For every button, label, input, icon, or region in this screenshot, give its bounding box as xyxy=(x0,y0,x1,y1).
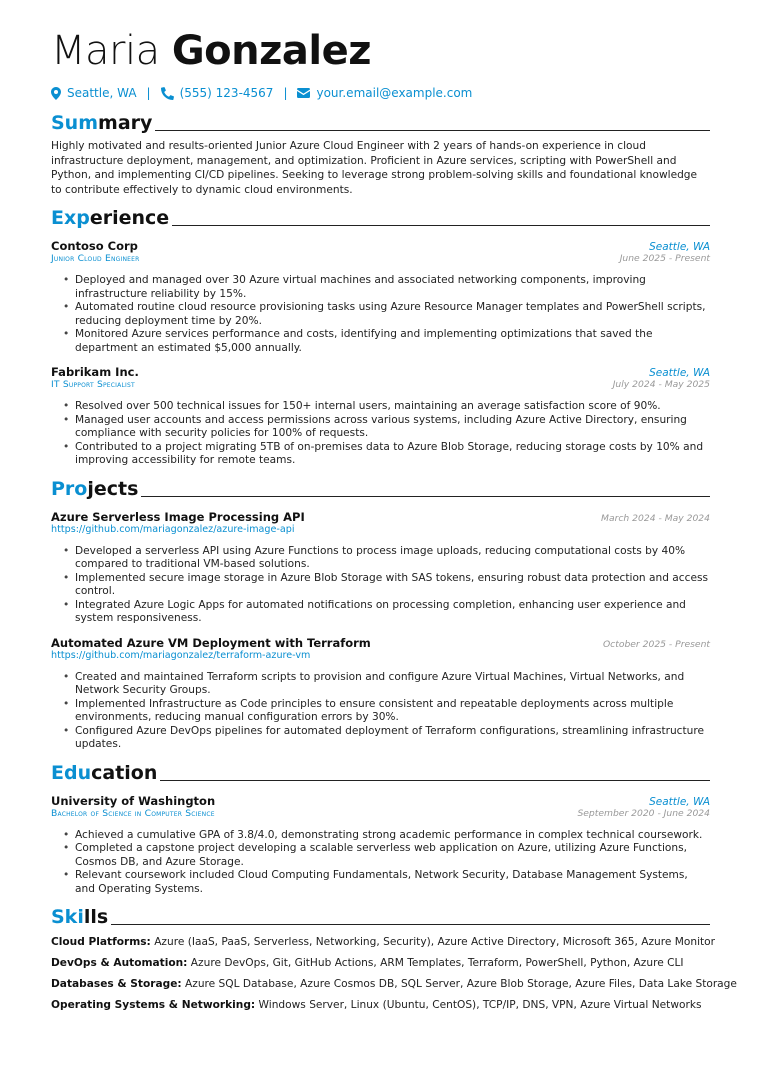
last-name: Gonzalez xyxy=(171,28,371,74)
phone-text: (555) 123-4567 xyxy=(179,86,274,100)
bullet-item: • Developed a serverless API using Azure Functions to process image uploads, reducing computational costs by 40% compared to traditional VM-based solutions. xyxy=(75,545,710,572)
skill-label: DevOps & Automation: xyxy=(51,957,188,969)
bullet-list xyxy=(51,274,710,355)
section-title-rest: lls xyxy=(83,906,109,928)
section-divider xyxy=(141,496,710,497)
project-title: Automated Azure VM Deployment with Terraform xyxy=(51,635,371,650)
section-experience-header xyxy=(51,205,710,229)
envelope-icon xyxy=(297,88,310,98)
job-dates: July 2024 - May 2025 xyxy=(612,379,710,390)
bullet-list xyxy=(51,400,710,468)
summary-text: Highly motivated and results-oriented Junior Azure Cloud Engineer with 2 years of hands-on experience in cloud infrastructure deployment, management, and optimization. Proficient in Azure services, scripting with PowerShell and Python, and implementing CI/CD pipelines. Seeking to leverage strong problem-solving skills and foundational knowledge to contribute effectively to dynamic cloud environments. xyxy=(51,140,698,196)
section-divider xyxy=(155,130,710,131)
bullet-item: • Implemented Infrastructure as Code principles to ensure consistent and repeatable deployments across multiple environments, reducing manual configuration errors by 30%. xyxy=(75,698,710,725)
phone-icon xyxy=(161,87,174,100)
company-name: Fabrikam Inc. xyxy=(51,365,139,379)
section-projects-header xyxy=(51,476,710,500)
section-title-rest: jects xyxy=(87,477,139,500)
section-title xyxy=(51,478,138,500)
bullet-item: • Completed a capstone project developing a scalable serverless web application on Azure, utilizing Azure Functions, Cosmos DB, and Azure Storage. xyxy=(75,842,710,869)
company-name: Contoso Corp xyxy=(51,239,138,253)
section-title xyxy=(51,112,152,134)
section-skills-header xyxy=(51,904,710,928)
section-education-header xyxy=(51,760,710,784)
skill-label: Operating Systems & Networking: xyxy=(51,999,256,1011)
bullet-item: • Relevant coursework included Cloud Computing Fundamentals, Network Security, Database Management Systems, and Operating Systems. xyxy=(75,869,710,896)
bullet-list xyxy=(51,545,710,626)
project-entry xyxy=(51,510,710,626)
location-text: Seattle, WA xyxy=(67,86,137,100)
project-entry xyxy=(51,636,710,752)
bullet-item: • Implemented secure image storage in Azure Blob Storage with SAS tokens, ensuring robust data protection and access control. xyxy=(75,572,710,599)
job-role: IT Support Specialist xyxy=(51,379,135,390)
school-location: Seattle, WA xyxy=(649,795,710,808)
bullet-item: • Achieved a cumulative GPA of 3.8/4.0, demonstrating strong academic performance in complex technical coursework. xyxy=(75,829,710,843)
skill-row xyxy=(51,977,737,991)
job-location: Seattle, WA xyxy=(649,241,710,253)
skill-value: Azure (IaaS, PaaS, Serverless, Networking, Security), Azure Active Directory, Microsoft 365, Azure Monitor xyxy=(154,936,716,948)
bullet-item: • Integrated Azure Logic Apps for automated notifications on processing completion, enhancing user experience and system responsiveness. xyxy=(75,599,710,626)
section-divider xyxy=(172,225,710,226)
experience-entry xyxy=(51,365,710,468)
bullet-item: • Contributed to a project migrating 5TB of on-premises data to Azure Blob Storage, reducing storage costs by 10% and improving accessibility for remote teams. xyxy=(75,441,710,468)
skill-value: Azure SQL Database, Azure Cosmos DB, SQL Server, Azure Blob Storage, Azure Files, Data Lake Storage xyxy=(185,978,737,990)
resume-page xyxy=(51,28,737,1012)
section-title-accent: Exp xyxy=(51,207,90,229)
bullet-item: • Monitored Azure services performance and costs, identifying and implementing optimizations that saved the department an estimated $5,000 annually. xyxy=(75,328,710,355)
section-title xyxy=(51,762,157,784)
bullet-item: • Created and maintained Terraform scripts to provision and configure Azure Virtual Machines, Virtual Networks, and Network Security Groups. xyxy=(75,671,710,698)
section-title-rest: erience xyxy=(89,207,170,229)
contact-separator: | xyxy=(283,86,288,100)
experience-entry xyxy=(51,239,710,355)
project-title: Azure Serverless Image Processing API xyxy=(51,509,305,524)
bullet-list xyxy=(51,829,710,897)
contact-separator: | xyxy=(146,86,151,100)
contact-phone[interactable] xyxy=(161,86,274,100)
skill-row xyxy=(51,956,710,970)
candidate-name xyxy=(51,28,710,74)
project-link[interactable]: https://github.com/mariagonzalez/azure-image-api xyxy=(51,523,295,535)
education-dates: September 2020 - June 2024 xyxy=(577,807,710,819)
skill-label: Databases & Storage: xyxy=(51,978,182,990)
project-dates: October 2025 - Present xyxy=(602,638,710,650)
skill-value: Azure DevOps, Git, GitHub Actions, ARM Templates, Terraform, PowerShell, Python, Azure CLI xyxy=(190,957,684,969)
job-role: Junior Cloud Engineer xyxy=(51,253,140,264)
job-location: Seattle, WA xyxy=(649,367,710,379)
section-title xyxy=(51,906,108,928)
job-dates: June 2025 - Present xyxy=(619,253,710,264)
section-title-rest: cation xyxy=(91,761,158,784)
skill-value: Windows Server, Linux (Ubuntu, CentOS), TCP/IP, DNS, VPN, Azure Virtual Networks xyxy=(258,999,702,1011)
school-name: University of Washington xyxy=(51,793,216,808)
section-title-accent: Edu xyxy=(51,761,92,784)
section-title-rest: mary xyxy=(98,112,153,134)
degree: Bachelor of Science in Computer Science xyxy=(51,807,215,819)
map-marker-icon xyxy=(51,87,61,100)
skill-label: Cloud Platforms: xyxy=(51,936,151,948)
project-link[interactable]: https://github.com/mariagonzalez/terraform-azure-vm xyxy=(51,649,311,661)
section-title xyxy=(51,207,169,229)
first-name: Maria xyxy=(51,28,160,74)
bullet-item: • Deployed and managed over 30 Azure virtual machines and associated networking components, improving infrastructure reliability by 15%. xyxy=(75,274,710,301)
education-entry xyxy=(51,794,710,897)
section-title-accent: Pro xyxy=(51,477,88,500)
email-link: your.email@example.com xyxy=(316,86,473,100)
bullet-item: • Managed user accounts and access permissions across various systems, including Azure Active Directory, ensuring compliance with security policies for 100% of requests. xyxy=(75,414,710,441)
bullet-item: • Resolved over 500 technical issues for 150+ internal users, maintaining an average satisfaction score of 90%. xyxy=(75,400,710,414)
section-title-accent: Sum xyxy=(51,112,99,134)
skill-row xyxy=(51,935,716,949)
bullet-item: • Configured Azure DevOps pipelines for automated deployment of Terraform configurations, streamlining infrastructure updates. xyxy=(75,725,710,752)
bullet-list xyxy=(51,671,710,752)
section-divider xyxy=(160,780,710,781)
bullet-item: • Automated routine cloud resource provisioning tasks using Azure Resource Manager templates and PowerShell scripts, reducing deployment time by 20%. xyxy=(75,301,710,328)
skill-row xyxy=(51,998,710,1012)
project-dates: March 2024 - May 2024 xyxy=(601,512,710,524)
section-divider xyxy=(111,924,710,925)
contact-location xyxy=(51,86,137,100)
contact-bar xyxy=(51,82,710,104)
section-title-accent: Ski xyxy=(51,906,84,928)
section-summary-header xyxy=(51,110,710,134)
contact-email[interactable] xyxy=(297,86,472,100)
